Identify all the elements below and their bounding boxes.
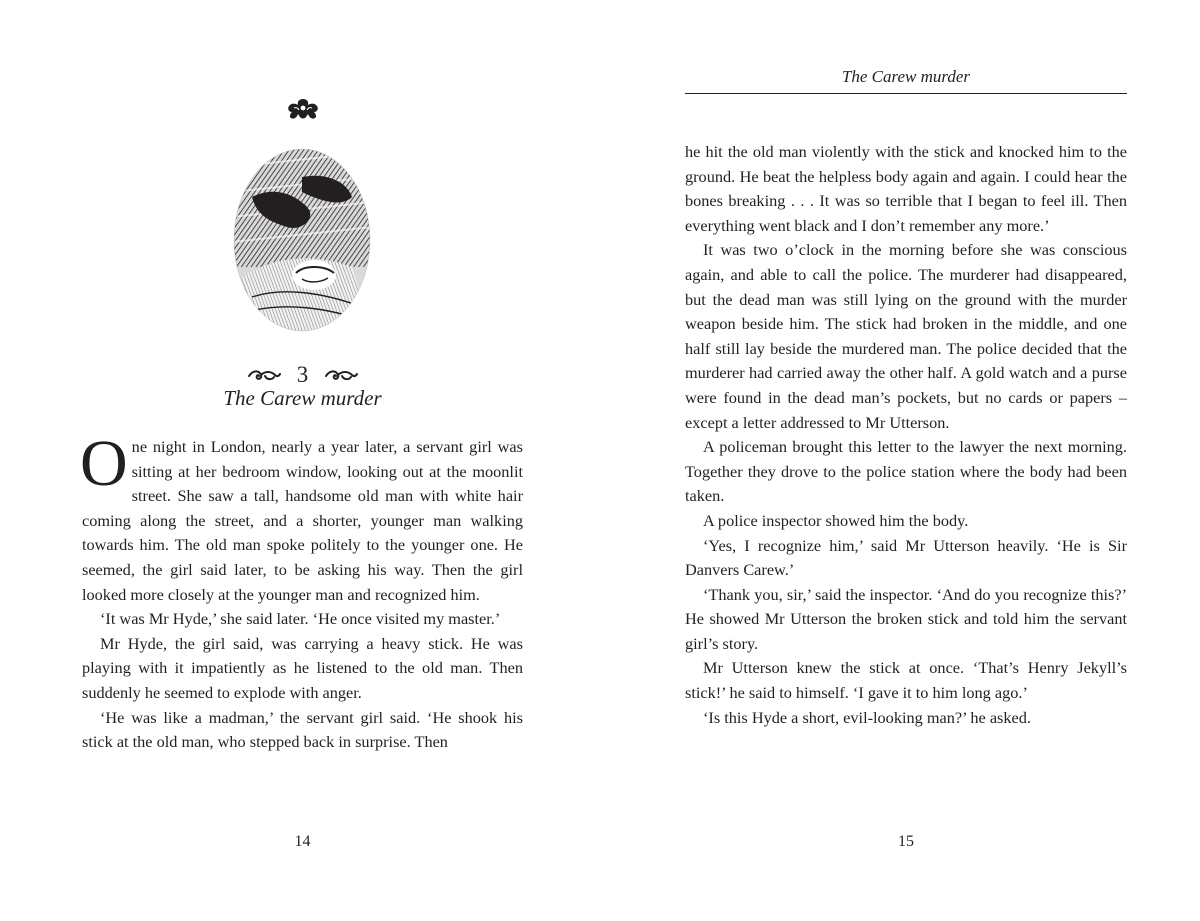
fleuron-ornament-icon: [283, 96, 323, 122]
continued-paragraph: he hit the old man violently with the stick and knocked him to the ground. He beat the helpless body again and again. I could hear the bones breaking . . . It was so terrible that I began to feel ill. Then everything went black and I don’t remember any more.’: [685, 142, 1127, 235]
left-page: [82, 0, 523, 921]
scroll-flourish-icon: [247, 367, 281, 383]
paragraph: ‘Yes, I recognize him,’ said Mr Utterson heavily. ‘He is Sir Danvers Carew.’: [685, 535, 1127, 580]
paragraph: ‘It was Mr Hyde,’ she said later. ‘He once visited my master.’: [100, 609, 501, 629]
page-number: 15: [898, 833, 914, 850]
engraving-illustration: [232, 147, 372, 333]
paragraph: ‘Thank you, sir,’ said the inspector. ‘And do you recognize this?’ He showed Mr Utterson the broken stick and told him the servant girl’s story.: [685, 584, 1127, 653]
chapter-title: The Carew murder: [223, 386, 382, 410]
paragraph: Mr Hyde, the girl said, was carrying a heavy stick. He was playing with it impatiently as he listened to the old man. Then suddenly he seemed to explode with anger.: [82, 633, 523, 702]
opening-paragraph-text: ne night in London, nearly a year later, a servant girl was sitting at her bedroom window, looking out at the moonlit street. She saw a tall, handsome old man with white hair coming along the street, and a shorter, younger man walking towards him. The old man spoke politely to the younger one. He seemed, the girl said later, to be asking his way. Then the girl looked more closely at the younger man and recognized him.: [82, 437, 523, 604]
right-page: [685, 0, 1127, 921]
paragraph: ‘He was like a madman,’ the servant girl said. ‘He shook his stick at the old man, who stepped back in surprise. Then: [82, 707, 523, 752]
scroll-flourish-icon: [324, 367, 358, 383]
header-rule: [685, 93, 1127, 94]
body-text-right: [685, 140, 1127, 730]
paragraph: A policeman brought this letter to the lawyer the next morning. Together they drove to the police station where the body had been taken.: [685, 437, 1127, 506]
drop-cap: O: [80, 427, 128, 500]
page-number: 14: [294, 833, 311, 850]
paragraph: Mr Utterson knew the stick at once. ‘That’s Henry Jekyll’s stick!’ he said to himself. ‘I gave it to him long ago.’: [685, 658, 1127, 703]
opening-paragraph: [80, 427, 523, 607]
paragraph: A police inspector showed him the body.: [703, 510, 969, 530]
chapter-number: 3: [296, 361, 309, 387]
body-text-left: [80, 427, 523, 755]
paragraph: It was two o’clock in the morning before she was conscious again, and able to call the police. The murderer had disappeared, but the dead man was still lying on the ground with the murder weapon beside him. The stick had broken in the middle, and one half still lay beside the murdered man. The police decided that the murderer had carried away the other half. A gold watch and a purse were found in the dead man’s pockets, but no cards or papers – except a letter addressed to Mr Utterson.: [685, 240, 1127, 432]
running-head: The Carew murder: [841, 67, 971, 86]
paragraph: ‘Is this Hyde a short, evil-looking man?’ he asked.: [703, 707, 1031, 727]
